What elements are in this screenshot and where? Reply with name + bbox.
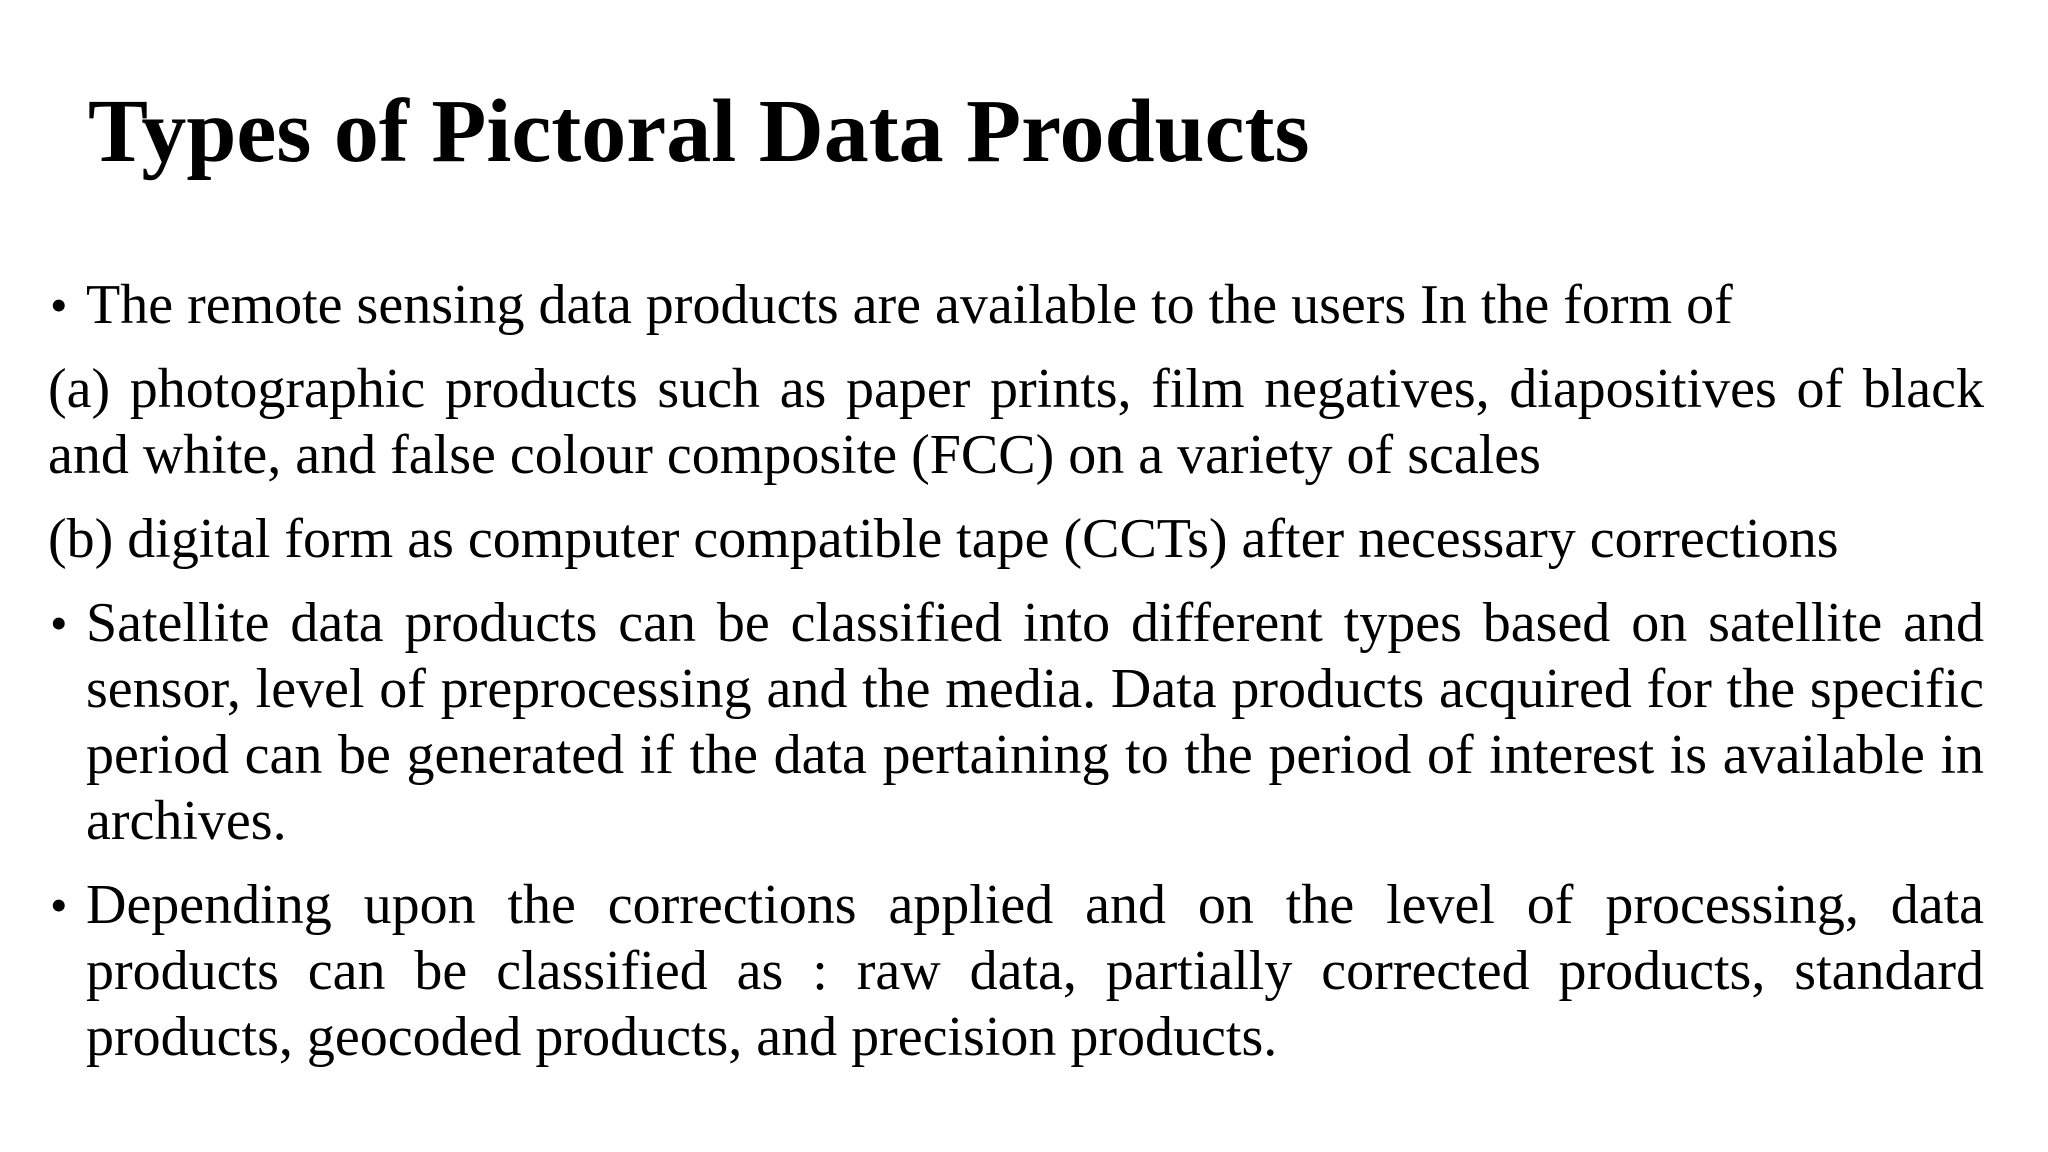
bullet-icon: •	[50, 595, 68, 651]
sub-paragraph-a: (a) photographic products such as paper prints, film negatives, diapositives of black and white, and false colour composite (FCC) on a variety of scales	[48, 358, 1984, 486]
bullet-text-3: Depending upon the corrections applied and on the level of processing, data products can be classified as : raw data, partially corrected products, standard products, geocoded products, and precision products.	[86, 874, 1984, 1068]
slide-title: Types of Pictoral Data Products	[88, 82, 1310, 181]
bullet-text-1: The remote sensing data products are available to the users In the form of	[86, 274, 1733, 336]
bullet-icon: •	[50, 277, 68, 333]
bullet-paragraph-1	[48, 272, 1984, 338]
bullet-paragraph-2	[48, 590, 1984, 854]
bullet-icon: •	[50, 877, 68, 933]
slide-content	[48, 272, 1984, 1088]
bullet-text-2: Satellite data products can be classified into different types based on satellite and sensor, level of preprocessing and the media. Data products acquired for the specific period can be generated if the data pertaining to the period of interest is available in archives.	[86, 592, 1984, 852]
sub-paragraph-b: (b) digital form as computer compatible tape (CCTs) after necessary corrections	[48, 508, 1839, 570]
bullet-paragraph-3	[48, 872, 1984, 1070]
